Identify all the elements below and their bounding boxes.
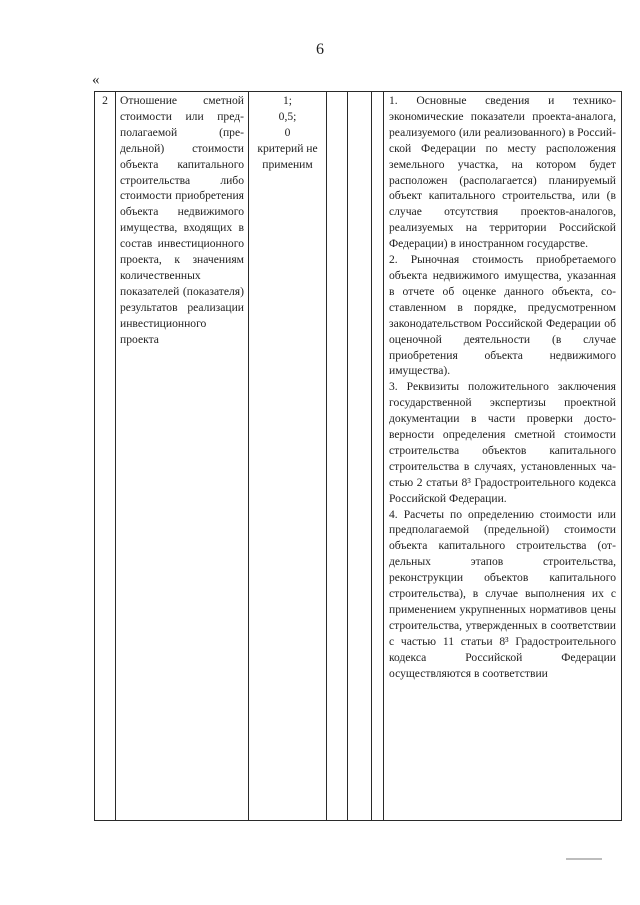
document-item-3: 3. Реквизиты положительного заключения государственной экспертизы проектной документации в части проверки достоверности определения сметной стоимости строительства объектов капитального строительства в случаях, установленных частью 2 статьи 8³ Градостроительного кодекса Российской Федерации. <box>389 380 616 505</box>
indicator-cell <box>116 92 249 821</box>
documents-cell <box>384 92 622 821</box>
table-row <box>95 92 622 821</box>
row-number: 2 <box>102 94 108 107</box>
document-item-4: 4. Расчеты по определению стоимости или предполагаемой (предельной) стоимости объекта капитального строительства (отдельных этапов строительства, реконструкции объектов капитального строительства), в случае выполнения их с применением укрупненных нормативов цены строительства, утвержденных в соответствии с частью 11 статьи 8³ Градостроительного кодекса Российской Федерации осуществляются в соответствии <box>389 507 616 680</box>
value-1: 1; <box>282 94 293 107</box>
opening-quote-mark: « <box>92 72 100 88</box>
row-number-cell <box>95 92 116 821</box>
document-item-1: 1. Основные сведения и технико-экономические показатели проекта-аналога, реализуемого (или реализованного) в Российской Федерации по месту расположения земельного участка, на котором будет расположен (располагается) планируемый объект капитального строительства, или (в случае отсутствия проектов-аналогов, реализуемых на территории Российской Федерации) в иностранном государстве. <box>389 94 616 251</box>
value-3: 0 <box>284 125 291 139</box>
value-4: критерий не применим <box>257 141 318 171</box>
empty-cell-1 <box>327 92 348 821</box>
document-item-2: 2. Рыночная стоимость приобретаемого объекта недвижимого имущества, указанная в отчете об оценке данного объекта, составленном в порядке, предусмотренном законодательством Российской Федерации об оценочной деятельности (в случае приобретения объекта недвижимого имущества). <box>389 253 616 378</box>
indicator-text: Отношение сметной стоимости или предполагаемой (предельной) стоимости объекта капитального строительства либо стоимости приобретения объекта недвижимого имущества, входящих в состав инвестиционного проекта, к значениям количественных показателей (показателя) результатов реализации инвестиционного проекта <box>120 94 244 346</box>
empty-cell-3 <box>372 92 384 821</box>
value-2: 0,5; <box>278 109 297 123</box>
empty-cell-2 <box>348 92 372 821</box>
scan-mark <box>566 858 602 860</box>
values-cell <box>249 92 327 821</box>
page-number: 6 <box>316 41 324 58</box>
criteria-table <box>94 91 622 821</box>
